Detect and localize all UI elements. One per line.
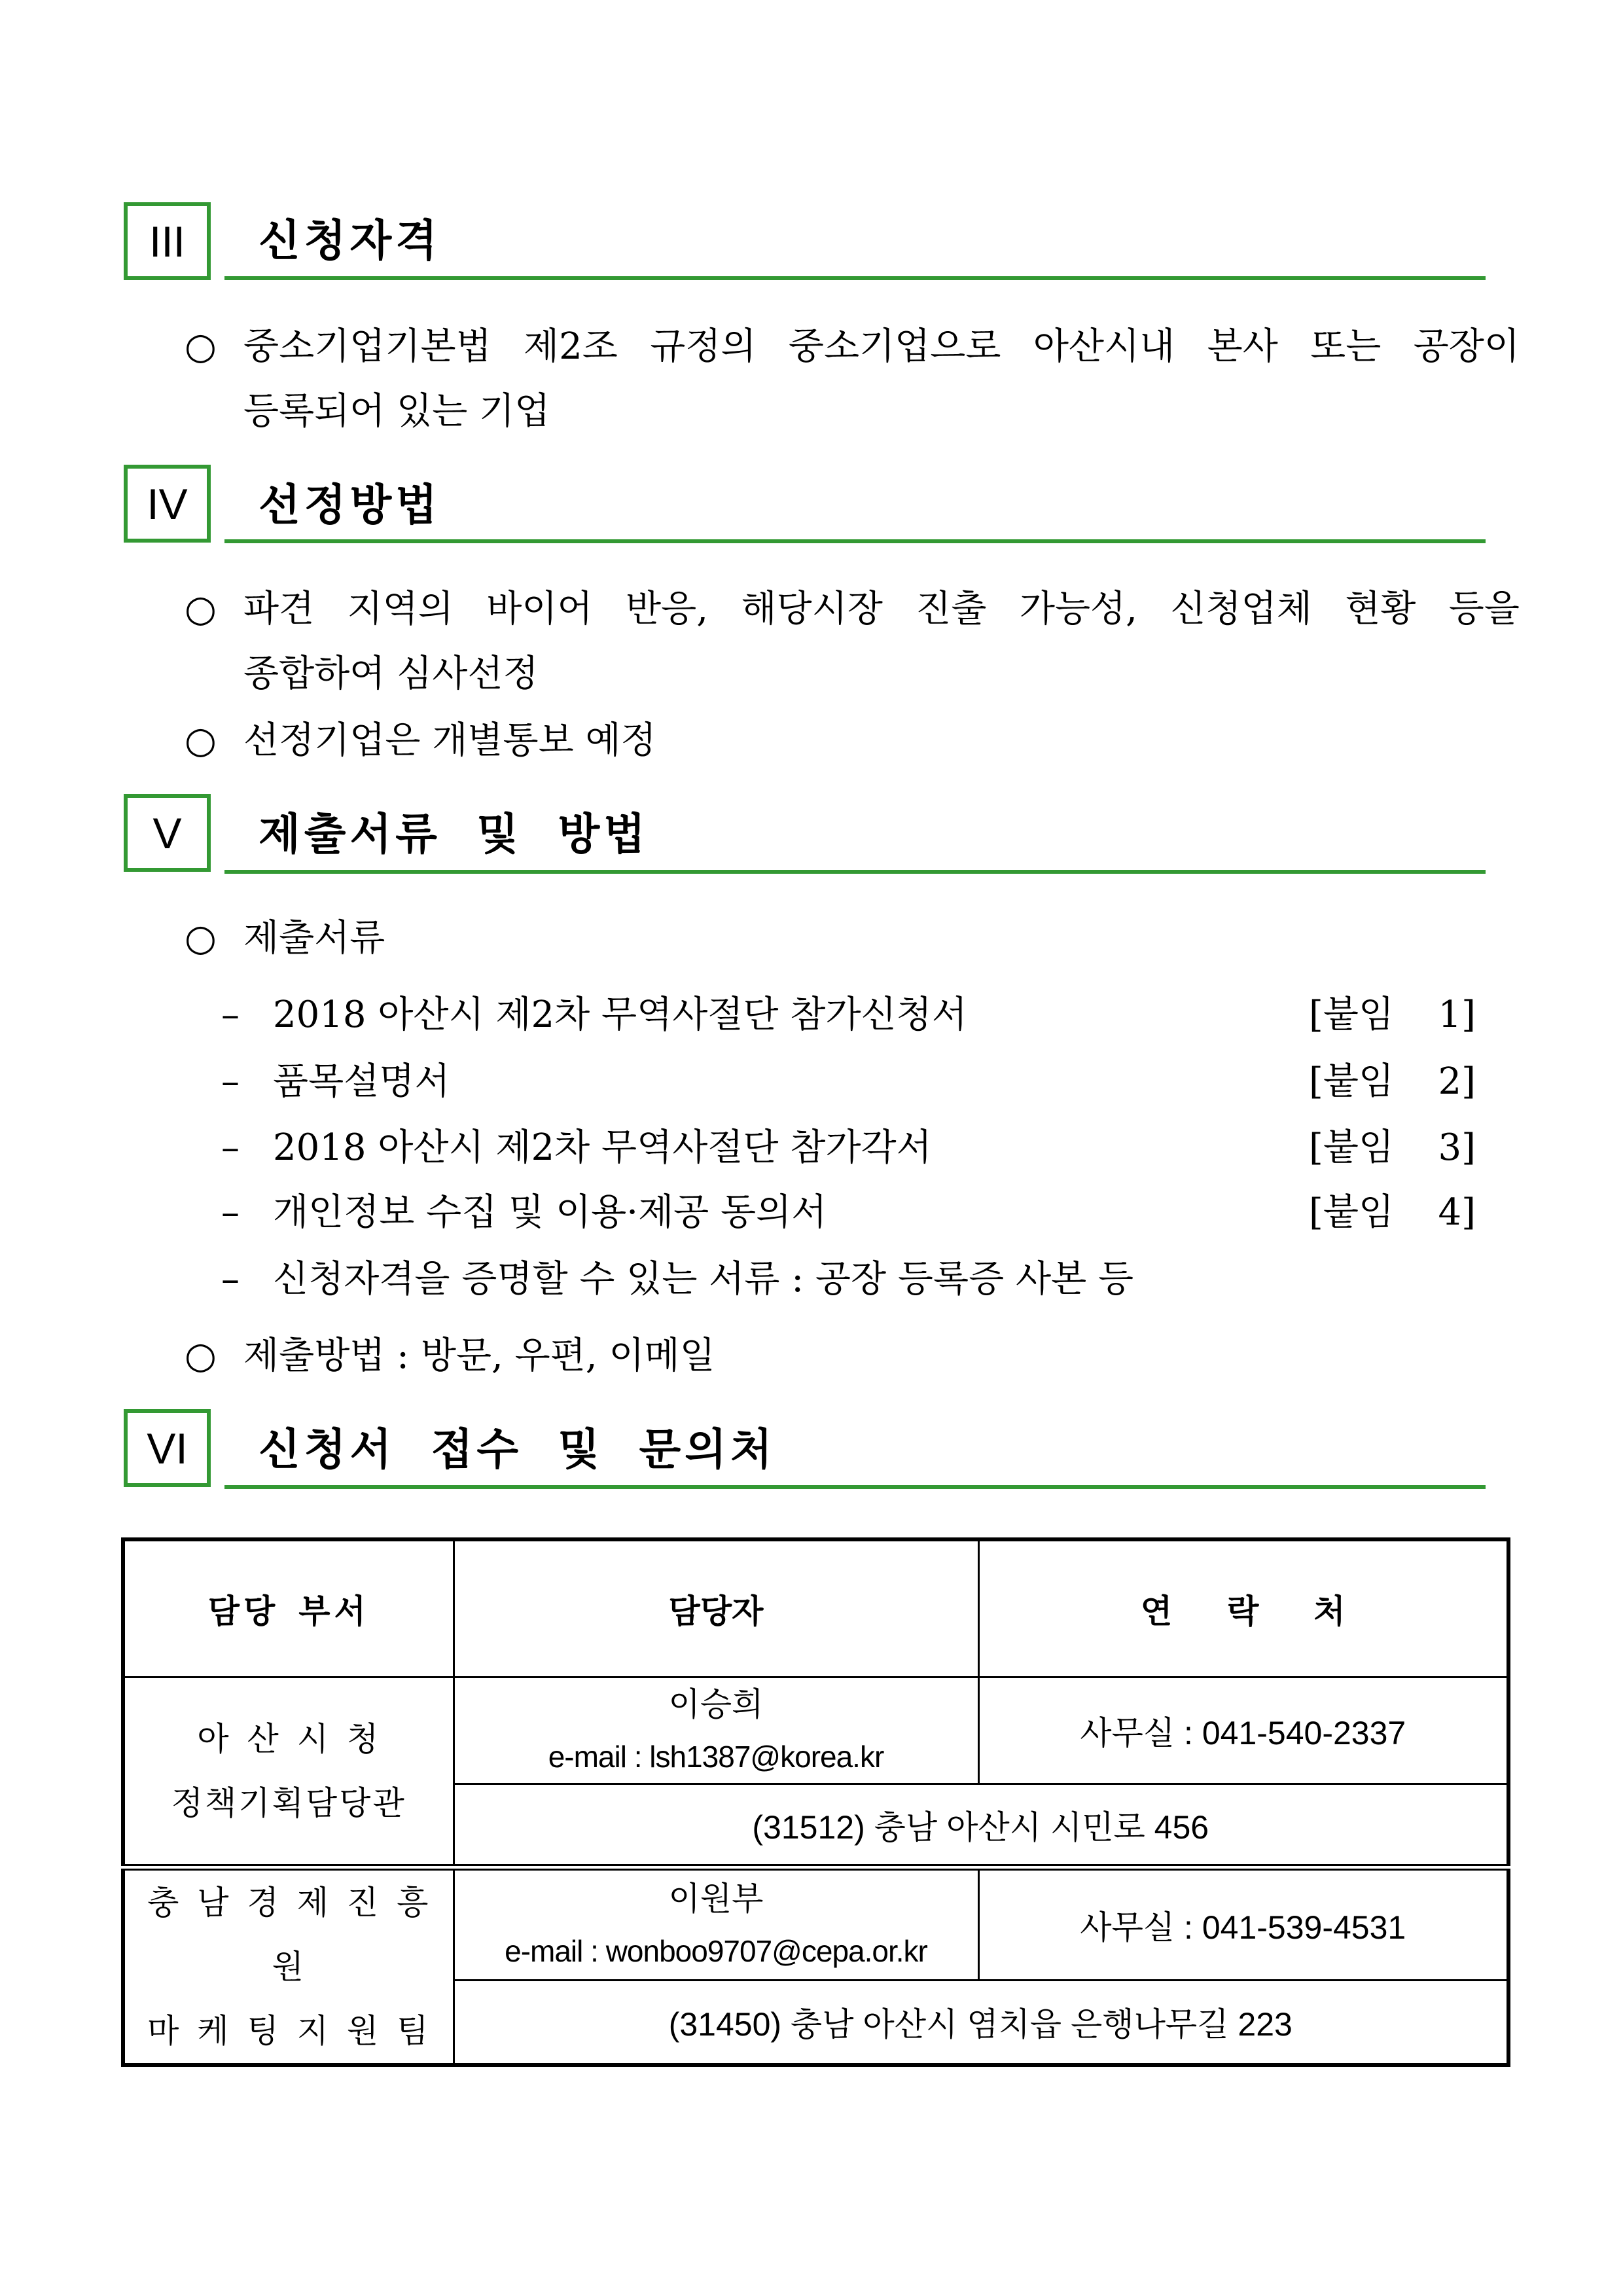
department-cell	[123, 1867, 454, 2065]
attachment-tag: [붙임 2]	[1309, 1060, 1476, 1103]
section-title-3: 신청자격	[259, 216, 442, 264]
section-underline-6	[224, 1485, 1486, 1489]
department-team: 마 케 팅 지 원 팀	[147, 2013, 431, 2049]
attachment-tag: [붙임 1]	[1309, 994, 1476, 1036]
attachment-tag: [붙임 4]	[1309, 1191, 1476, 1234]
document-item: 품목설명서	[273, 1060, 450, 1103]
section-title-5: 제출서류 및 방법	[259, 810, 649, 858]
document-item: 2018 아산시 제2차 무역사절단 참가신청서	[273, 994, 967, 1036]
dash-icon: –	[221, 1191, 240, 1234]
bullet-icon: ○	[185, 588, 217, 630]
documents-label: 제출서류	[243, 917, 385, 960]
section-title-4: 선정방법	[259, 480, 442, 529]
department-team: 정책기획담당관	[171, 1785, 406, 1821]
eligibility-text-line-1: 중소기업기본법 제2조 규정의 중소기업으로 아산시내 본사 또는 공장이	[243, 325, 1520, 368]
person-cell	[454, 1867, 978, 1980]
bullet-icon: ○	[185, 1335, 217, 1377]
selection-notice-text: 선정기업은 개별통보 예정	[243, 719, 656, 762]
section-number-label: IV	[147, 479, 188, 528]
section-underline-4	[224, 539, 1486, 543]
section-number-label: V	[152, 808, 182, 857]
bullet-icon: ○	[185, 325, 217, 368]
selection-text-line-2: 종합하여 심사선정	[243, 653, 539, 695]
section-number-3	[124, 202, 211, 280]
person-name: 이원부	[668, 1880, 764, 1917]
header-contact	[978, 1539, 1508, 1677]
section-number-5	[124, 794, 211, 872]
person-name: 이승희	[668, 1686, 764, 1723]
contact-table	[121, 1537, 1510, 2067]
section-underline-5	[224, 870, 1486, 874]
section-number-label: VI	[147, 1424, 188, 1473]
dash-icon: –	[221, 1258, 240, 1300]
section-number-6	[124, 1409, 211, 1487]
document-item: 2018 아산시 제2차 무역사절단 참가각서	[273, 1126, 932, 1169]
header-person	[454, 1539, 978, 1677]
phone-cell: 사무실 : 041-539-4531	[978, 1867, 1508, 1980]
department-name: 아 산 시 청	[197, 1721, 381, 1757]
section-number-4	[124, 465, 211, 543]
dash-icon: –	[221, 1126, 240, 1169]
attachment-tag: [붙임 3]	[1309, 1126, 1476, 1169]
address-cell: (31512) 충남 아산시 시민로 456	[454, 1784, 1508, 1868]
department-cell	[123, 1677, 454, 1868]
section-underline-3	[224, 276, 1486, 280]
table-row	[123, 1677, 1508, 1784]
bullet-icon: ○	[185, 917, 217, 960]
bullet-icon: ○	[185, 719, 217, 762]
header-department-label: 담당 부서	[207, 1593, 370, 1630]
phone-cell: 사무실 : 041-540-2337	[978, 1677, 1508, 1784]
department-name: 충 남 경 제 진 흥 원	[147, 1884, 431, 1985]
person-cell	[454, 1677, 978, 1784]
table-header-row	[123, 1539, 1508, 1677]
document-item: 개인정보 수집 및 이용·제공 동의서	[273, 1191, 827, 1234]
eligibility-text-line-2: 등록되어 있는 기업	[243, 390, 550, 433]
section-number-label: III	[149, 217, 185, 266]
header-department	[123, 1539, 454, 1677]
table-row	[123, 1867, 1508, 1980]
document-item: 신청자격을 증명할 수 있는 서류 : 공장 등록증 사본 등	[273, 1258, 1134, 1300]
header-contact-label: 연 락 처	[1140, 1593, 1346, 1630]
person-email: e-mail : wonboo9707@cepa.or.kr	[505, 1933, 927, 1968]
dash-icon: –	[221, 1060, 240, 1103]
dash-icon: –	[221, 994, 240, 1036]
selection-text-line-1: 파견 지역의 바이어 반응, 해당시장 진출 가능성, 신청업체 현황 등을	[243, 588, 1520, 630]
header-person-label: 담당자	[668, 1593, 764, 1630]
person-email: e-mail : lsh1387@korea.kr	[548, 1740, 884, 1774]
address-cell: (31450) 충남 아산시 염치읍 은행나무길 223	[454, 1980, 1508, 2065]
section-title-6: 신청서 접수 및 문의처	[259, 1425, 776, 1473]
submission-method-text: 제출방법 : 방문, 우편, 이메일	[243, 1335, 715, 1377]
